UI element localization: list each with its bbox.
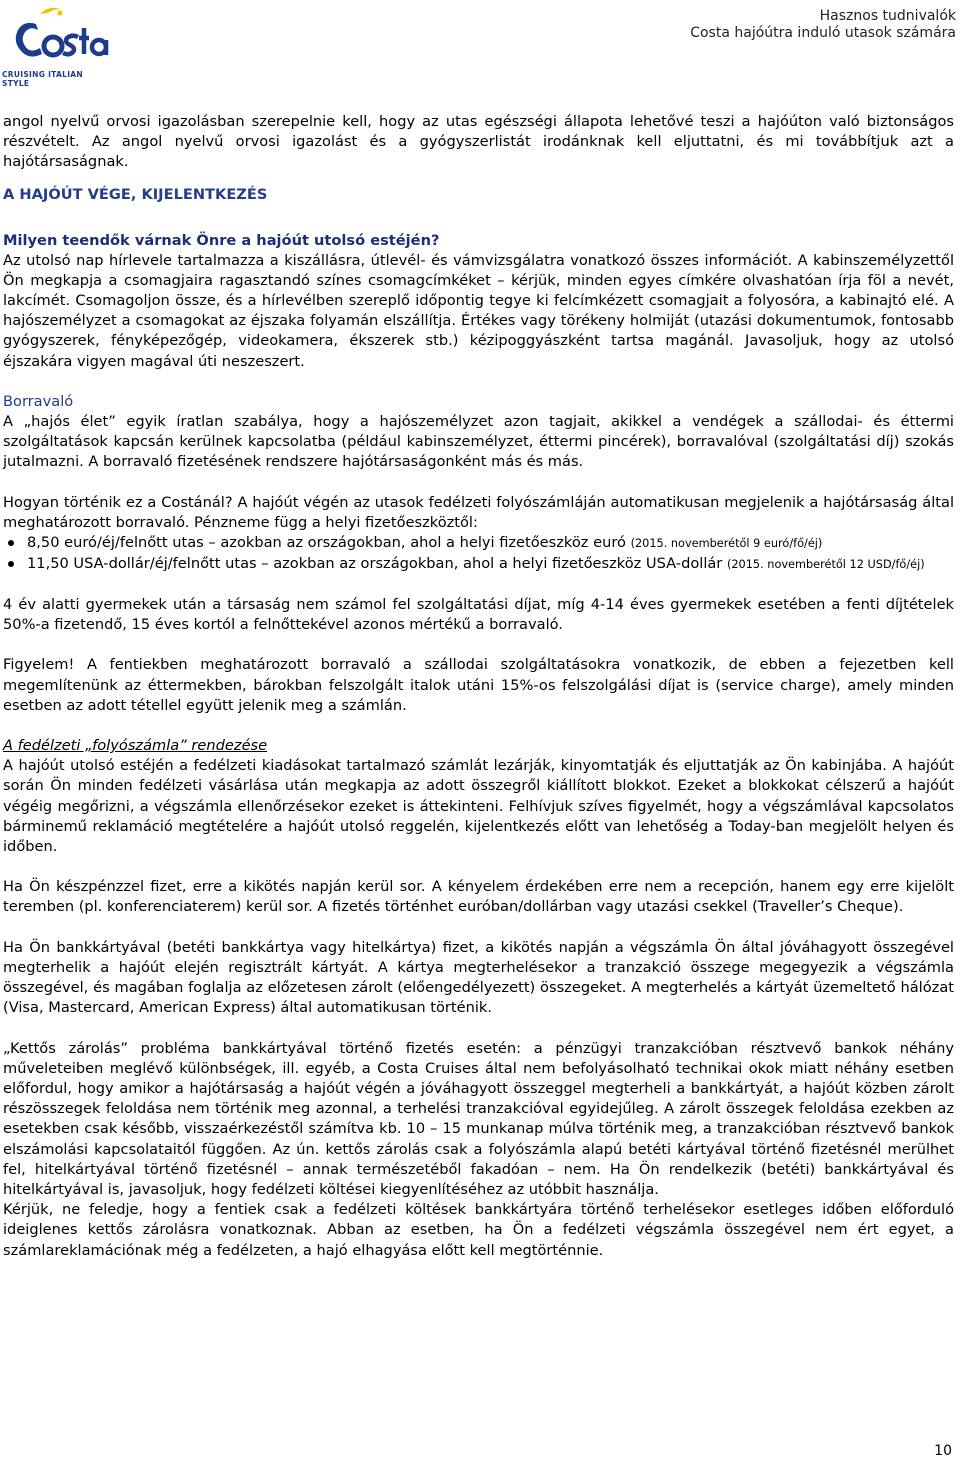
page-header [690,8,956,42]
tip-paragraph: A „hajós élet” egyik íratlan szabálya, hogy a hajószemélyzet azon tagjait, akikkel a vendégek a szállodai- és éttermi szolgáltatások kapcsán kerülnek kapcsolatba (például kabinszemélyzet, éttermi pincérek), borravalóval (szolgáltatási díj) szokás jutalmazni. A borravaló fizetésének rendszere hajótársaságonként más és más. [3,413,954,471]
cash-paragraph: Ha Ön készpénzzel fizet, erre a kikötés napján kerül sor. A kényelem érdekében erre nem a recepción, hanem egy erre kijelölt teremben (pl. konferenciaterem) kerül sor. A fizetés történhet euróban/dollárban vagy utazási csekkel (Traveller’s Cheque). [3,878,954,916]
document-body [3,112,954,1261]
header-line-2: Costa hajóútra induló utasok számára [690,25,956,41]
card-paragraph: Ha Ön bankkártyával (betéti bankkártya vagy hitelkártya) fizet, a kikötés napján a végszámla Ön által jóváhagyott összegével megterhelik a hajóút elején regisztrált kártyát. A kártya megterhelésekor a tranzakció összege megegyezik a végszámla összegével, és magában foglalja az előzetesen zárolt (előengedélyezett) összegeket. A megterhelés a kártyát üzemeltető hálózat (Visa, Mastercard, American Express) által automatikusan történik. [3,938,954,1017]
rate-note: (2015. novemberétől 9 euró/fő/éj) [630,537,823,551]
page-number: 10 [934,1443,952,1459]
rate-text: 8,50 euró/éj/felnőtt utas – azokban az országokban, ahol a helyi fizetőeszköz euró [27,534,626,552]
request-paragraph: Kérjük, ne feledje, hogy a fentiek csak a fedélzeti költések bankkártyára történő terhelésekor esetleges időben előforduló ideiglenes kettős zárolásra vonatkoznak. Abban az esetben, ha Ön a fedélzeti végszámla összegével nem ért egyet, a számlareklamációnak még a fedélzeten, a hajó elhagyása előtt kell megtörténnie. [3,1201,954,1259]
question-heading: Milyen teendők várnak Önre a hajóút utolsó estéjén? [3,231,440,249]
costa-logo [0,4,112,88]
costa-tip-paragraph: Hogyan történik ez a Costánál? A hajóút végén az utasok fedélzeti folyószámláján automatikusan megjelenik a hajótársaság által meghatározott borravaló. Pénzneme függ a helyi fizetőeszköztől: [3,493,954,531]
last-night-paragraph: Az utolsó nap hírlevele tartalmazza a kiszállásra, útlevél- és vámvizsgálatra vonatkozó összes információt. A kabinszemélyzettől Ön megkapja a csomagjaira ragasztandó színes csomagcímkéket – kérjük, minden egyes címkére olvashatóan írja föl a nevét, lakcímét. Csomagoljon össze, és a hírlevélben szereplő időpontig tegye ki felcímkézett csomagjait a folyosóra, a kabinajtó elé. A hajószemélyzet a csomagokat az éjszaka folyamán elszállítja. Értékes vagy törékeny holmiját (utazási dokumentumok, fontosabb gyógyszerek, fényképezőgép, videokamera, ékszerek stb.) kézipoggyászként tartsa magánál. Javasoljuk, hogy az utolsó éjszakára vigyen magával úti neszeszert. [3,251,954,370]
children-paragraph: 4 év alatti gyermekek után a társaság nem számol fel szolgáltatási díjat, míg 4-14 éves gyermekek esetében a fenti díjtételek 50%-a fizetendő, 15 éves kortól a felnőttekével azonos mértékű a borravaló. [3,596,954,634]
brand-tagline: CRUISING ITALIAN STYLE [2,70,83,88]
bullet-icon [8,540,14,546]
costa-logo-graphic [0,4,112,80]
rate-note: (2015. novemberétől 12 USD/fő/éj) [726,558,925,572]
tip-heading: Borravaló [3,392,74,410]
header-line-1: Hasznos tudnivalók [819,8,956,24]
list-item [3,554,954,575]
double-hold-paragraph: „Kettős zárolás” probléma bankkártyával történő fizetés esetén: a pénzügyi tranzakcióban résztvevő bankok néhány műveleteiben meglévő különbségek, ill. egyéb, a Costa Cruises által nem befolyásolható technikai okok miatt néhány esetben előfordul, hogy amikor a hajótársaság a hajóút végén a jóváhagyott összeggel megterheli a bankkártyát, a hajóút közben zárolt részösszegek feloldása nem történik meg azonnal, a terhelési tranzakcióval egyidejűleg. A zárolt összegek feloldása ezekben az esetekben csak később, visszaérkezéstől számítva kb. 10 – 15 munkanap múlva történik meg, a tranzakcióban résztvevő bankok elszámolási kapcsolataitól függően. Az ún. kettős zárolás csak a folyószámla alapú betéti kártyával történő fizetésnél merülhet fel, hitelkártyával történő fizetésnél – annak természetéből fakadóan – nem. Ha Ön rendelkezik (betéti) bankkártyával és hitelkártyával is, javasoljuk, hogy fedélzeti költései kiegyenlítéséhez az utóbbit használja. [3,1039,954,1198]
list-item [3,533,954,554]
attention-paragraph: Figyelem! A fentiekben meghatározott borravaló a szállodai szolgáltatásokra vonatkozik, de ebben a fejezetben kell megemlítenünk az éttermekben, bárokban felszolgált italok utáni 15%-os felszolgálási díjat is (service charge), amely minden esetben az adott tétellel együtt jelenik meg a számlán. [3,656,954,714]
rate-text: 11,50 USA-dollár/éj/felnőtt utas – azokban az országokban, ahol a helyi fizetőeszköz USA-dollár [27,555,723,573]
intro-paragraph: angol nyelvű orvosi igazolásban szerepelnie kell, hogy az utas egészségi állapota lehetővé teszi a hajóúton való biztonságos részvételt. Az angol nyelvű orvosi igazolást és a gyógyszerlistát irodánknak kell eljuttatni, és mi továbbítjuk azt a hajótársaságnak. [3,113,954,171]
bullet-icon [8,561,14,567]
account-heading: A fedélzeti „folyószámla” rendezése [3,737,268,755]
account-paragraph: A hajóút utolsó estéjén a fedélzeti kiadásokat tartalmazó számlát lezárják, kinyomtatják és eljuttatják az Ön kabinjába. A hajóút során Ön minden fedélzeti vásárlása után megkapja az adott összegről kiállított blokkot. Ezeket a blokkokat célszerű a hajóút végéig megőrizni, a végszámla ellenőrzésekor ezeket is áttekinteni. Felhívjuk szíves figyelmét, hogy a végszámlával kapcsolatos bárminemű reklamáció megtételére a hajóút utolsó reggelén, kijelentkezés előtt van lehetőség a Today-ban megjelölt helyen és időben. [3,757,954,856]
section-title: A HAJÓÚT VÉGE, KIJELENTKEZÉS [3,185,268,203]
tip-rate-list [3,533,954,575]
